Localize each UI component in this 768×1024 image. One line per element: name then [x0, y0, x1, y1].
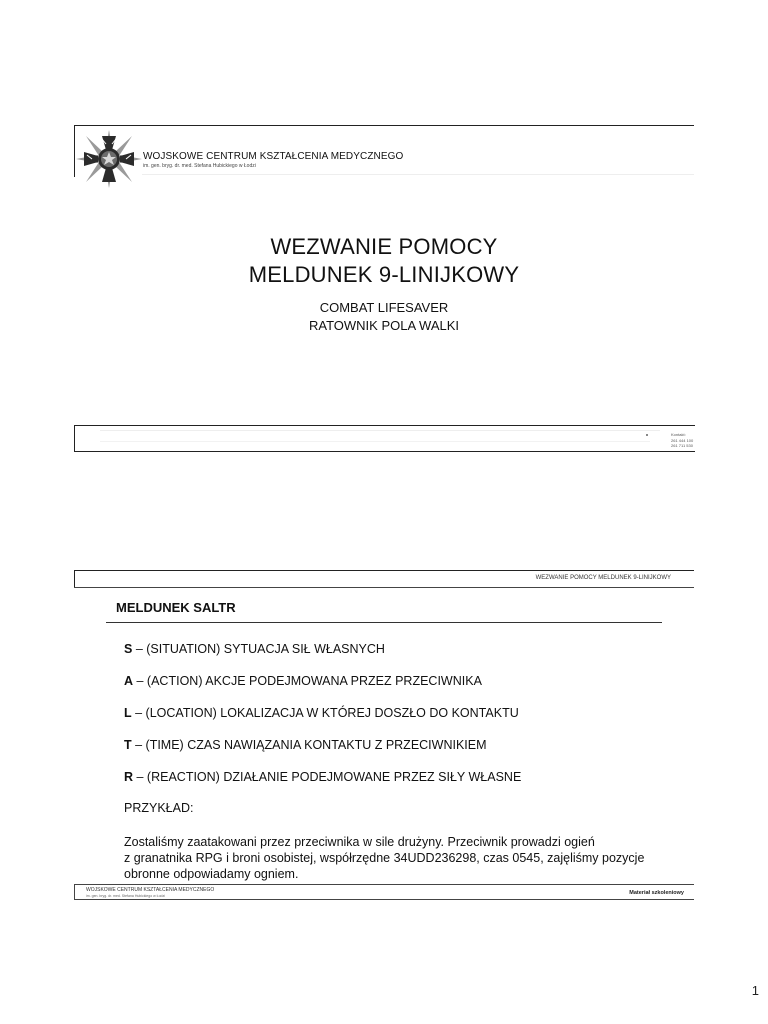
item-letter: L	[124, 706, 132, 720]
slide2-footer-left-rule	[74, 884, 75, 900]
institution-name: WOJSKOWE CENTRUM KSZTAŁCENIA MEDYCZNEGO	[143, 151, 404, 162]
footer-dot	[646, 434, 648, 436]
training-material-label: Materiał szkoleniowy	[629, 890, 684, 896]
title-line-1: WEZWANIE POMOCY	[270, 234, 498, 259]
footer-faint-line	[100, 430, 660, 431]
example-label: PRZYKŁAD:	[124, 801, 194, 815]
item-letter: A	[124, 674, 134, 688]
item-letter: R	[124, 770, 134, 784]
list-item	[124, 642, 385, 656]
slide2-header-line	[74, 587, 694, 588]
list-item	[124, 706, 519, 720]
list-item	[124, 738, 487, 752]
contact-phone-2: 261 711 530	[671, 443, 693, 448]
section-divider	[106, 622, 662, 623]
section-title: MELDUNEK SALTR	[116, 600, 236, 615]
header-divider	[142, 174, 694, 175]
page-number: 1	[751, 983, 759, 998]
item-text: – (SITUATION) SYTUACJA SIŁ WŁASNYCH	[132, 642, 385, 656]
slide2-footer-bottom-rule	[74, 899, 694, 900]
slide2-footer-top-rule	[74, 884, 694, 885]
item-text: – (LOCATION) LOKALIZACJA W KTÓREJ DOSZŁO DO KONTAKTU	[131, 706, 519, 720]
subtitle-line-1: COMBAT LIFESAVER	[319, 300, 449, 315]
slide2-left-rule	[74, 570, 75, 588]
slide2-top-rule	[74, 570, 694, 571]
item-text: – (REACTION) DZIAŁANIE PODEJMOWANE PRZEZ SIŁY WŁASNE	[133, 770, 522, 784]
military-cross-emblem-icon	[76, 130, 142, 188]
example-line-3: obronne odpowiadamy ogniem.	[124, 867, 299, 881]
list-item	[124, 770, 521, 784]
slide2-header-text: WEZWANIE POMOCY MELDUNEK 9-LINIJKOWY	[535, 575, 671, 581]
example-line-2: z granatnika RPG i broni osobistej, współrzędne 34UDD236298, czas 0545, zajęliśmy pozycje	[124, 851, 645, 865]
contact-label: Kontakt:	[671, 432, 686, 437]
subtitle-line-2: RATOWNIK POLA WALKI	[308, 318, 459, 333]
slide1-left-rule	[74, 125, 75, 177]
slide1-top-rule	[74, 125, 694, 126]
footer-faint-line-2	[100, 441, 650, 442]
institution-subtitle: im. gen. bryg. dr. med. Stefana Hubickiego w Łodzi	[143, 163, 256, 169]
item-text: – (ACTION) AKCJE PODEJMOWANA PRZEZ PRZECIWNIKA	[133, 674, 482, 688]
contact-phone-1: 261 444 100	[671, 438, 694, 443]
slide2-footer-subtitle: im. gen. bryg. dr. med. Stefana Hubickiego w Łodzi	[86, 894, 165, 898]
example-text	[124, 834, 654, 882]
list-item	[124, 674, 482, 688]
title-line-2: MELDUNEK 9-LINIJKOWY	[248, 262, 520, 287]
slide2-footer-institution: WOJSKOWE CENTRUM KSZTAŁCENIA MEDYCZNEGO	[86, 887, 215, 893]
item-text: – (TIME) CZAS NAWIĄZANIA KONTAKTU Z PRZECIWNIKIEM	[131, 738, 487, 752]
item-letter: S	[124, 642, 133, 656]
item-letter: T	[124, 738, 132, 752]
example-line-1: Zostaliśmy zaatakowani przez przeciwnika w sile drużyny. Przeciwnik prowadzi ogień	[124, 835, 595, 849]
